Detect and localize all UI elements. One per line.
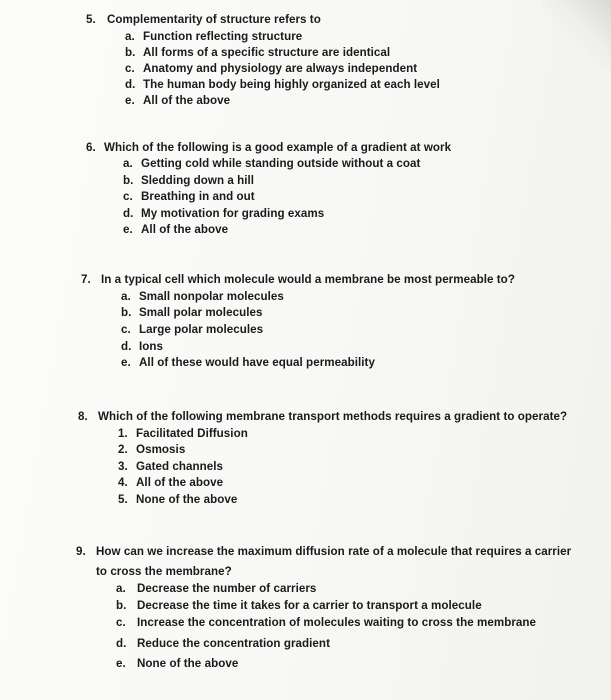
answer-option-b [121, 306, 262, 319]
answer-option-c [121, 323, 263, 336]
option-letter: e. [116, 657, 126, 670]
option-letter: a. [123, 157, 133, 170]
option-text: Reduce the concentration gradient [137, 637, 330, 650]
option-letter: c. [125, 62, 135, 75]
question-number: 5. [86, 13, 96, 26]
option-text: Anatomy and physiology are always independent [143, 62, 418, 75]
question-text: Which of the following membrane transport methods requires a gradient to operate? [98, 410, 568, 423]
option-letter: e. [121, 356, 131, 369]
question-stem [76, 545, 571, 558]
option-text: None of the above [137, 657, 239, 670]
option-text: Decrease the number of carriers [137, 582, 317, 595]
option-letter: a. [116, 582, 126, 595]
question-text: In a typical cell which molecule would a membrane be most permeable to? [101, 273, 515, 286]
option-text: Osmosis [136, 443, 186, 456]
answer-option-e [116, 657, 238, 670]
page-corner-curl [541, 0, 611, 70]
answer-option-5 [118, 493, 237, 506]
option-letter: d. [125, 78, 136, 91]
option-text: All of the above [136, 476, 224, 489]
option-text: All of the above [141, 223, 229, 236]
option-letter: e. [125, 94, 135, 107]
option-letter: b. [123, 174, 134, 187]
option-text: Small nonpolar molecules [139, 290, 284, 303]
answer-option-a [125, 30, 302, 43]
answer-option-1 [118, 427, 248, 440]
option-letter: c. [123, 190, 133, 203]
option-letter: b. [116, 599, 127, 612]
answer-option-2 [118, 443, 185, 456]
question-stem [81, 273, 515, 286]
option-letter: b. [125, 46, 136, 59]
option-letter: c. [116, 616, 126, 629]
answer-option-e [123, 223, 228, 236]
answer-option-b [125, 46, 390, 59]
option-letter: 5. [118, 493, 128, 506]
answer-option-a [121, 290, 284, 303]
option-text: Gated channels [136, 460, 224, 473]
answer-option-e [125, 94, 230, 107]
question-stem [86, 13, 321, 26]
question-text: Complementarity of structure refers to [107, 13, 321, 26]
option-text: All of the above [143, 94, 231, 107]
question-number: 8. [78, 410, 88, 423]
answer-option-c [123, 190, 255, 203]
option-letter: 1. [118, 427, 128, 440]
question-text: Which of the following is a good example of a gradient at work [104, 141, 452, 154]
option-letter: d. [123, 207, 134, 220]
option-text: Breathing in and out [141, 190, 255, 203]
option-text: None of the above [136, 493, 238, 506]
option-text: Facilitated Diffusion [136, 427, 248, 440]
option-letter: c. [121, 323, 131, 336]
option-text: Small polar molecules [139, 306, 263, 319]
option-letter: d. [116, 637, 127, 650]
question-stem [78, 410, 567, 423]
answer-option-e [121, 356, 375, 369]
answer-option-a [123, 157, 420, 170]
question-stem [86, 141, 451, 154]
option-text: Ions [139, 340, 164, 353]
answer-option-c [125, 62, 417, 75]
answer-option-d [125, 78, 440, 91]
option-text: Function reflecting structure [143, 30, 303, 43]
answer-option-d [121, 340, 163, 353]
answer-option-b [116, 599, 482, 612]
option-letter: b. [121, 306, 132, 319]
option-text: Sledding down a hill [141, 174, 255, 187]
option-letter: e. [123, 223, 133, 236]
option-letter: 2. [118, 443, 128, 456]
option-text: Getting cold while standing outside without a coat [141, 157, 421, 170]
answer-option-c [116, 616, 536, 629]
question-number: 6. [86, 141, 96, 154]
option-letter: a. [121, 290, 131, 303]
option-letter: 3. [118, 460, 128, 473]
answer-option-d [116, 637, 330, 650]
option-text: Large polar molecules [139, 323, 264, 336]
option-letter: 4. [118, 476, 128, 489]
option-text: All forms of a specific structure are identical [143, 46, 391, 59]
option-letter: d. [121, 340, 132, 353]
option-text: Decrease the time it takes for a carrier to transport a molecule [137, 599, 482, 612]
answer-option-3 [118, 460, 223, 473]
answer-option-d [123, 207, 324, 220]
question-number: 9. [76, 545, 86, 558]
option-text: All of these would have equal permeability [139, 356, 375, 369]
question-stem-continued: to cross the membrane? [96, 565, 232, 578]
option-text: The human body being highly organized at each level [143, 78, 440, 91]
answer-option-a [116, 582, 316, 595]
question-number: 7. [81, 273, 91, 286]
option-text: Increase the concentration of molecules waiting to cross the membrane [137, 616, 537, 629]
option-letter: a. [125, 30, 135, 43]
question-text: How can we increase the maximum diffusion rate of a molecule that requires a carrier [96, 545, 572, 558]
answer-option-4 [118, 476, 223, 489]
answer-option-b [123, 174, 254, 187]
option-text: My motivation for grading exams [141, 207, 325, 220]
